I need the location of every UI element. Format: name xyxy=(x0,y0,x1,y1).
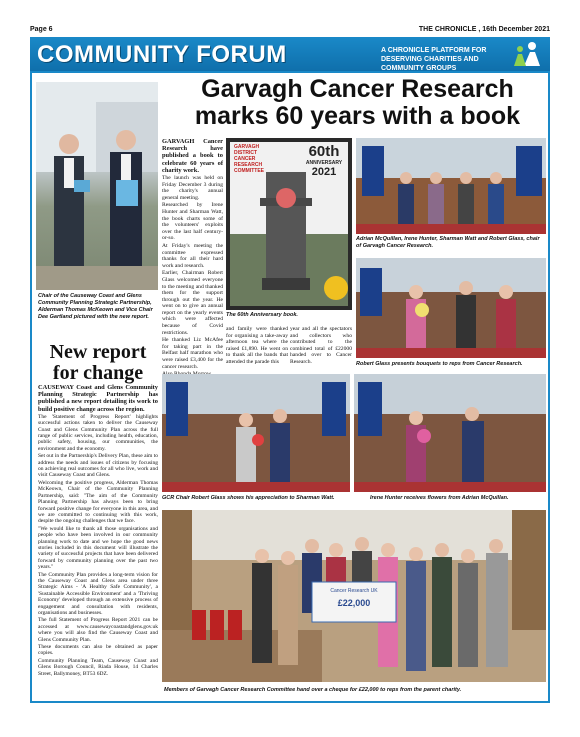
cheque xyxy=(314,584,394,620)
flowers-photo-image xyxy=(354,374,546,492)
group-photo-1 xyxy=(356,138,546,234)
second-lead: CAUSEWAY Coast and Glens Community Planning Strategic Partnership has published a new report detailing its work to build positive change across the region. xyxy=(38,384,158,413)
people-group-icon xyxy=(504,40,544,68)
second-story-body: CAUSEWAY Coast and Glens Community Planning Strategic Partnership has published a new report detailing its work to build positive change across the region. The 'Statement of Progress Report' highlights successful actions taken to deliver the Causeway Coast and Glens Community Plan across the full range of public services, including health, education, public safety, housing, our communities, the environment and the economy. Set out in the Partnership's Delivery Plan, these aim to address the needs and issues of citizens by focusing on achieving real outcomes for all who live, work and visit Causeway Coast and Glens. Welcoming the positive progress, Alderman Thomas McKeown, Chair of the Community Planning Partnership, said: "The aim of the Community Planning Partnership has always been to bring forward positive change for everyone in this area, and we are committed to continuing with this work, despite the ongoing challenges that we face. "We would like to thank all those organisations and people who have been involved in our community planning work to date and we hope the good news stories included in this document will illustrate the variety of successful projects that have been delivered forward by community planning over the past two years." The Community Plan provides a long-term vision for the Causeway Coast and Glens area under three Strategic Aims - 'A Healthy Safe Community', a 'Sustainable Accessible Environment' and a 'Thriving Economy' developed through an extensive process of engagement and consultation with residents, organisations and businesses. The full Statement of Progress Report 2021 can be accessed at www.causewaycoastandglens.gov.uk where you will also find the Causeway Coast and Glens Community Plan. These documents can also be obtained as paper copies. Community Planning Team, Causeway Coast and Glens Borough Council, Riada House, 14 Charles Street, Ballymoney, BT53 6DZ. xyxy=(38,384,158,677)
banner-title: COMMUNITY FORUM xyxy=(37,41,287,68)
main-headline: Garvagh Cancer Research marks 60 years with a book xyxy=(194,75,521,130)
paper-date: THE CHRONICLE , 16th December 2021 xyxy=(418,26,550,33)
appreciation-photo-caption: GCR Chair Robert Glass shows his appreciation to Sharman Watt. xyxy=(162,495,335,501)
main-story-col1: GARVAGH Cancer Research have published a book to celebrate 60 years of charity work. The launch was held on Friday December 3 during the charity's annual general meeting. Researched by Irene Hunter and Sharman Watt, the book charts some of the volunteers' exploits over the last half century-or-so. At Friday's meeting the committee expressed thanks for all their hard work and research. Earlier, Chairman Robert Glass welcomed everyone to the meeting and thanked them for the support through out the year. He went on to give an annual report on the yearly events which were affected because of Covid restrictions. He thanked Liz McAfee for taking part in the Belfast half marathon who were raised £3,400 for the cancer research. xyxy=(162,138,223,370)
bouquet-photo-image xyxy=(356,258,546,358)
book-cover-60th: 60th ANNIVERSARY 2021 xyxy=(305,143,343,178)
main-lead: GARVAGH Cancer Research have published a book to celebrate 60 years of charity work. xyxy=(162,138,223,174)
book-caption: The 60th Anniversary book. xyxy=(226,312,298,318)
bouquet-photo-caption: Robert Glass presents bouquets to reps from Cancer Research. xyxy=(356,361,523,367)
community-forum-banner xyxy=(30,37,550,71)
flowers-photo-caption: Irene Hunter receives flowers from Adrian McQuillan. xyxy=(370,495,509,501)
bouquet-photo xyxy=(356,258,546,358)
cheque-amount: £22,000 xyxy=(337,598,371,608)
main-story-col3: year and all the spectators and collectors who contributed to the combined total of £22000 handed over to Cancer Research. xyxy=(290,326,352,365)
cheque-photo xyxy=(162,510,546,682)
second-headline: New report for change xyxy=(49,341,147,384)
cheque-photo-caption: Members of Garvagh Cancer Research Committee hand over a cheque for £22,000 to reps from the parent charity. xyxy=(164,687,462,693)
report-photo xyxy=(36,82,158,290)
report-photo-image xyxy=(36,82,158,290)
main-story-col2: and family were thanked for organising a take-away afternoon tea where the raised £1,890. He went on to thank all the bands that attended the parade this xyxy=(226,326,288,365)
page-number: Page 6 xyxy=(30,26,53,33)
flowers-photo xyxy=(354,374,546,492)
page-header xyxy=(30,24,550,36)
appreciation-photo xyxy=(162,374,350,492)
report-photo-caption: Chair of the Causeway Coast and Glens Community Planning Strategic Partnership, Alderman Thomas McKeown and Vice Chair Dee Gartland pictured with the new report. xyxy=(38,293,153,320)
cheque-label: Cancer Research UK xyxy=(330,588,378,594)
group-photo-1-image xyxy=(356,138,546,234)
banner-subtitle: A CHRONICLE PLATFORM FOR DESERVING CHARITIES AND COMMUNITY GROUPS xyxy=(381,47,487,71)
appreciation-photo-image xyxy=(162,374,350,492)
group-photo-1-caption: Adrian McQuillan, Irene Hunter, Sharman Watt and Robert Glass, chair of Garvagh Cancer Research. xyxy=(356,236,540,249)
book-cover-text: GARVAGH DISTRICT CANCER RESEARCH COMMITTEE xyxy=(234,144,264,174)
book-cover-photo xyxy=(226,138,352,310)
